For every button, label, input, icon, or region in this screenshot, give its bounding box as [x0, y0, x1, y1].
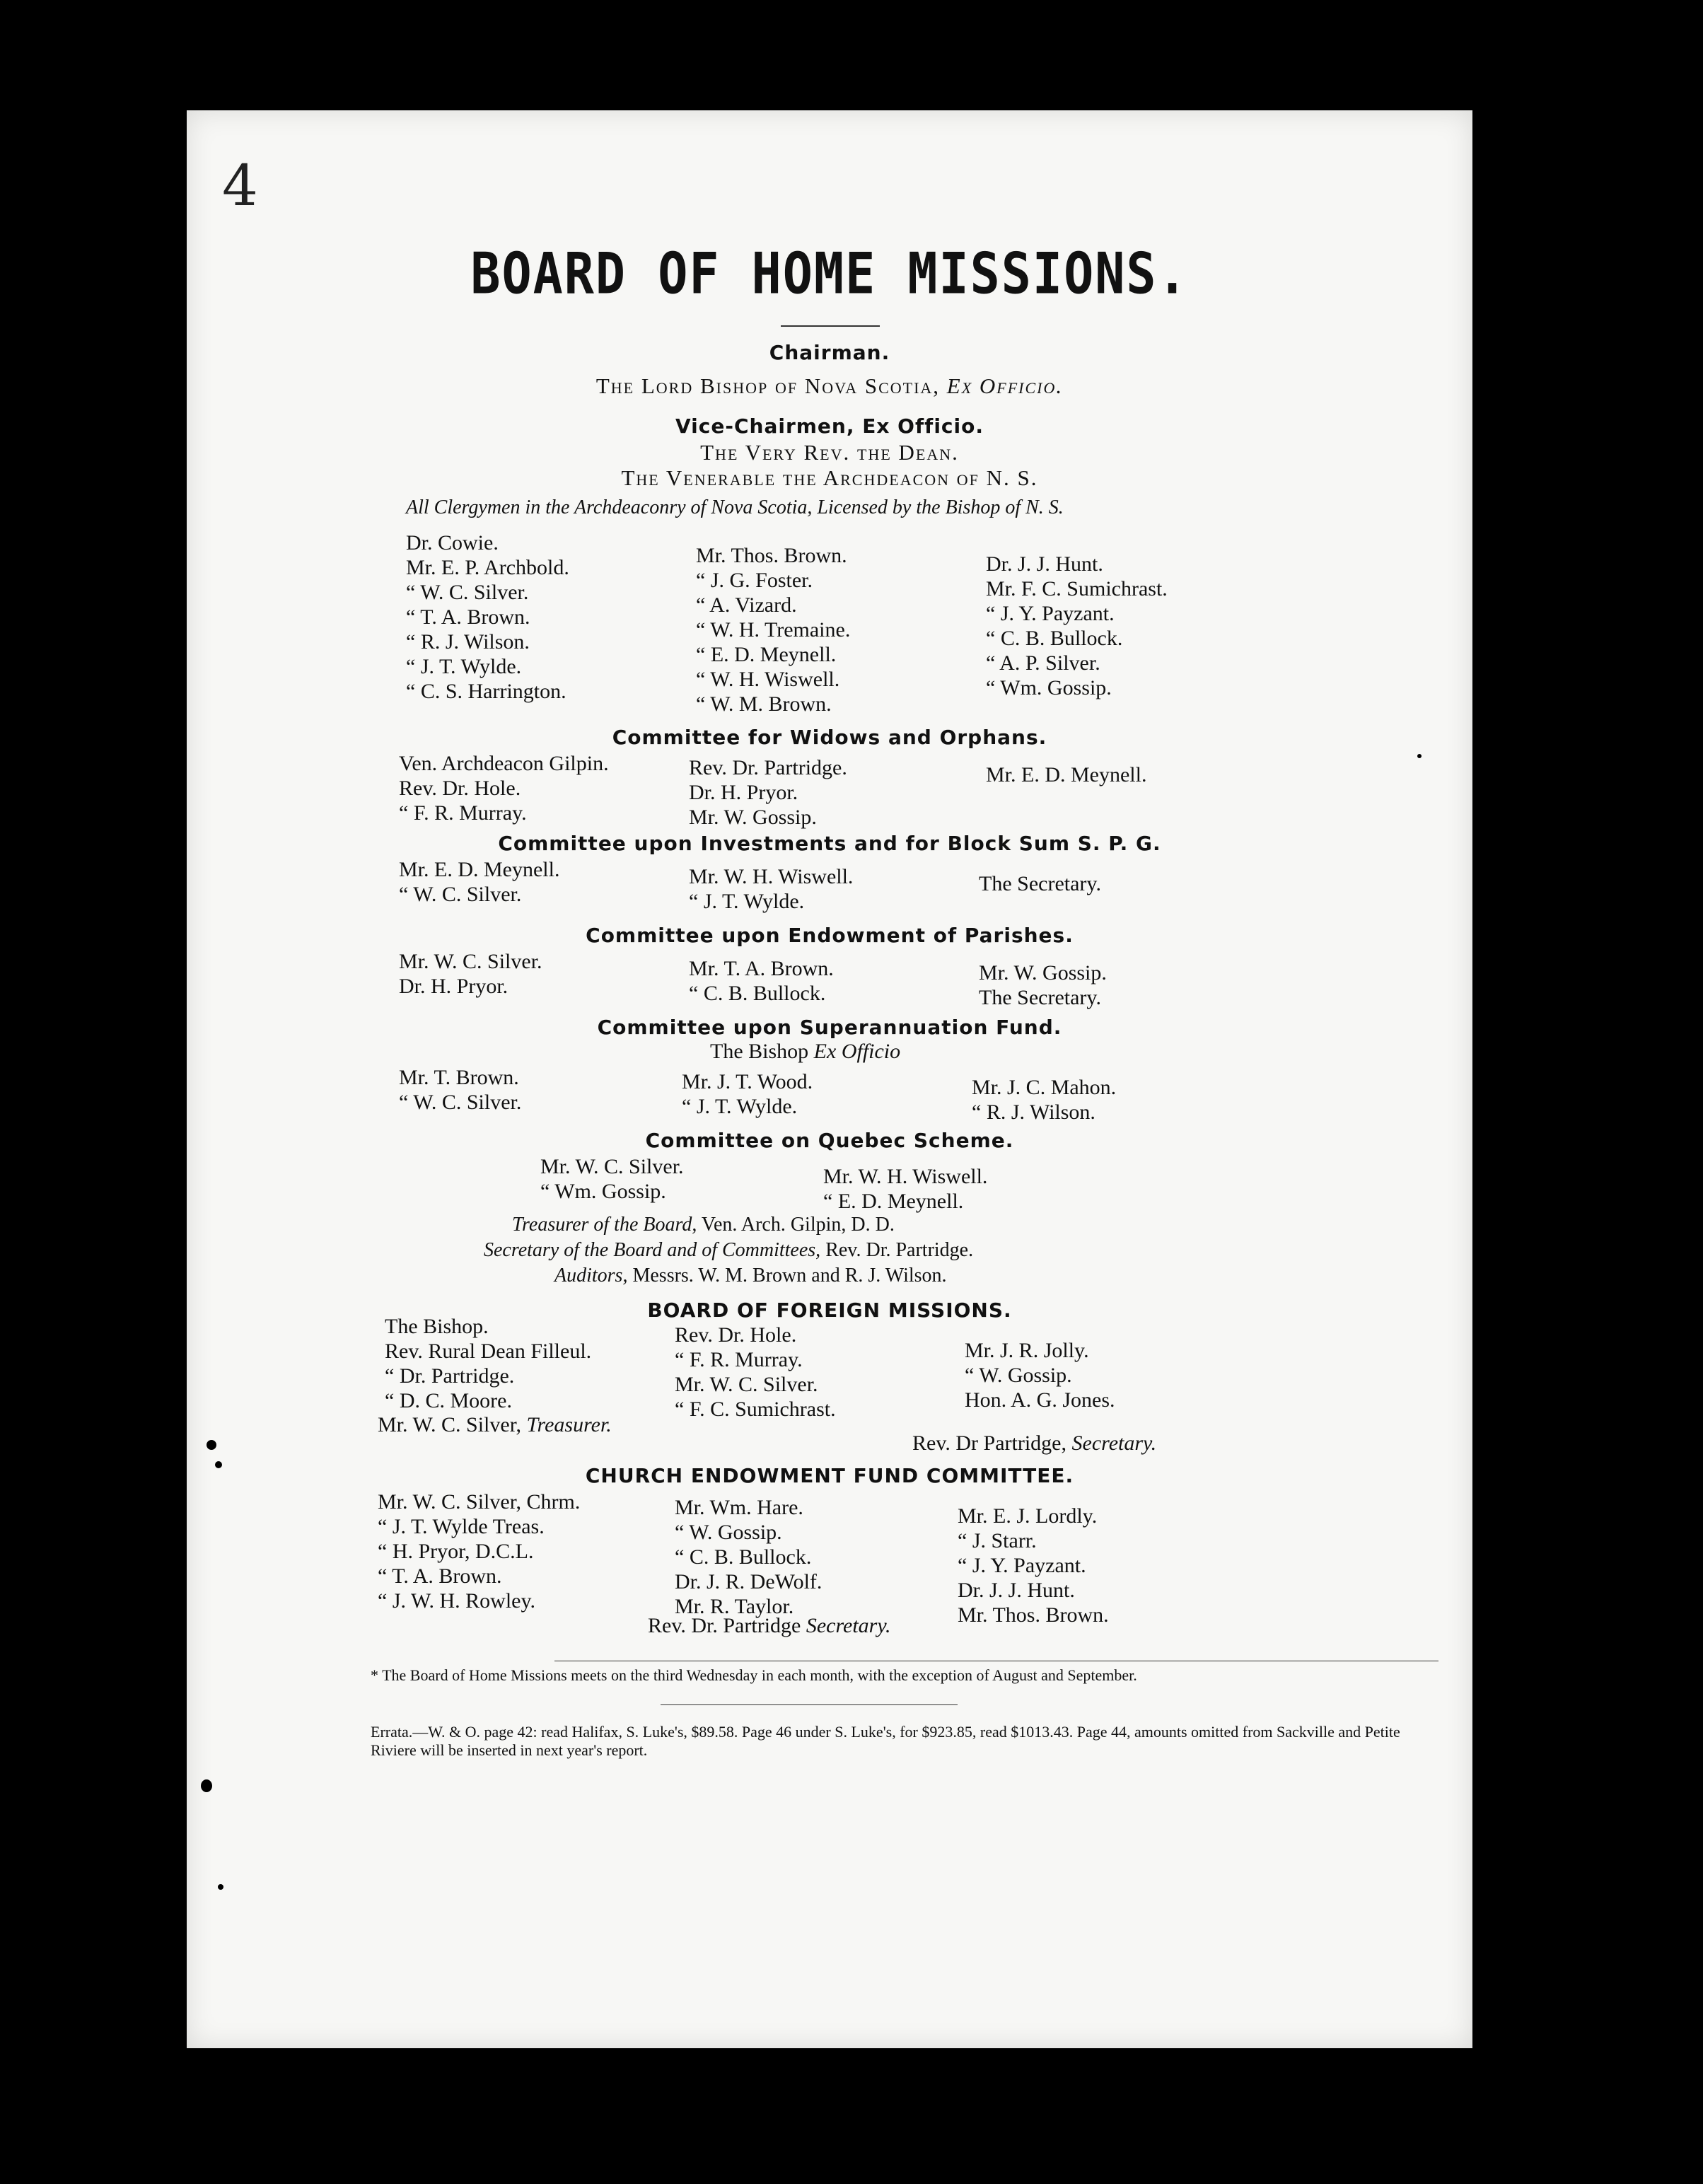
- foreign-col-3: [965, 1338, 1115, 1412]
- errata: Errata.—W. & O. page 42: read Halifax, S. Luke's, $89.58. Page 46 under S. Luke's, for $923.85, read $1013.43. Page 44, amounts omitted from Sackville and Petite Riviere will be inserted in next year's report.: [371, 1723, 1400, 1759]
- investments-heading: Committee upon Investments and for Block Sum S. P. G.: [498, 832, 1161, 855]
- list-item: “ E. D. Meynell.: [696, 643, 837, 666]
- list-item: Dr. H. Pryor.: [689, 781, 798, 804]
- superannuation-col-3: [972, 1075, 1116, 1125]
- list-item: Dr. J. J. Hunt.: [986, 552, 1103, 576]
- list-item: Mr. W. C. Silver.: [540, 1155, 684, 1178]
- list-item: “ C. S. Harrington.: [406, 680, 566, 703]
- list-item: “ Wm. Gossip.: [540, 1180, 666, 1203]
- list-item: Mr. W. C. Silver.: [675, 1373, 818, 1396]
- list-item: Rev. Rural Dean Filleul.: [385, 1340, 592, 1363]
- list-item: Ven. Archdeacon Gilpin.: [399, 752, 609, 775]
- list-item: Mr. E. J. Lordly.: [958, 1504, 1098, 1528]
- treasurer-label: Treasurer of the Board,: [512, 1214, 697, 1236]
- list-item: Mr. W. H. Wiswell.: [823, 1165, 988, 1188]
- list-item: “ J. G. Foster.: [696, 569, 813, 592]
- church-fund-col-2: [675, 1495, 822, 1619]
- list-item: “ A. Vizard.: [696, 593, 797, 617]
- list-item: “ C. B. Bullock.: [986, 627, 1123, 650]
- list-item: “ W. C. Silver.: [399, 883, 522, 906]
- list-item: Rev. Dr. Hole.: [675, 1323, 797, 1347]
- list-item: “ J. T. Wylde.: [682, 1095, 798, 1118]
- scan-speck: [1354, 2091, 1359, 2096]
- list-item: Rev. Dr. Partridge.: [689, 756, 847, 779]
- list-item: “ C. B. Bullock.: [689, 982, 826, 1005]
- foreign-treasurer-title: Treasurer.: [526, 1413, 612, 1436]
- list-item: Mr. E. D. Meynell.: [399, 858, 560, 881]
- list-item: Mr. Wm. Hare.: [675, 1496, 803, 1519]
- list-item: Rev. Dr. Hole.: [399, 777, 521, 800]
- widows-col-1: [399, 751, 609, 825]
- list-item: Dr. J. R. DeWolf.: [675, 1570, 823, 1593]
- endowment-heading: Committee upon Endowment of Parishes.: [586, 924, 1074, 947]
- list-item: “ W. M. Brown.: [696, 692, 832, 716]
- list-item: Mr. W. Gossip.: [689, 806, 817, 829]
- list-item: Mr. W. C. Silver, Chrm.: [378, 1490, 581, 1514]
- chairman-name: The Lord Bishop of Nova Scotia,: [595, 373, 941, 398]
- list-item: “ H. Pryor, D.C.L.: [378, 1540, 534, 1563]
- list-item: “ W. C. Silver.: [399, 1091, 522, 1114]
- list-item: “ W. H. Tremaine.: [696, 618, 851, 641]
- list-item: “ F. R. Murray.: [399, 801, 527, 825]
- quebec-col-2: [823, 1164, 987, 1214]
- foreign-secretary-title: Secretary.: [1071, 1431, 1157, 1455]
- church-fund-secretary-title: Secretary.: [806, 1614, 891, 1637]
- list-item: Mr. W. Gossip.: [979, 961, 1107, 984]
- list-item: “ W. C. Silver.: [406, 581, 529, 604]
- list-item: “ J. T. Wylde.: [406, 655, 522, 678]
- investments-col-3: [979, 871, 1101, 896]
- document-page: [187, 110, 1472, 2048]
- church-fund-heading: CHURCH ENDOWMENT FUND COMMITTEE.: [585, 1464, 1074, 1487]
- list-item: “ W. H. Wiswell.: [696, 668, 840, 691]
- list-item: Mr. T. Brown.: [399, 1066, 519, 1089]
- widows-col-2: [689, 755, 847, 830]
- widows-heading: Committee for Widows and Orphans.: [612, 726, 1047, 749]
- vice-line-2: The Venerable the Archdeacon of N. S.: [621, 465, 1038, 490]
- list-item: “ T. A. Brown.: [406, 605, 530, 629]
- list-item: The Bishop.: [385, 1315, 489, 1338]
- list-item: “ J. W. H. Rowley.: [378, 1589, 536, 1613]
- quebec-col-1: [540, 1154, 684, 1204]
- list-item: “ R. J. Wilson.: [972, 1100, 1095, 1124]
- chairman-ex-officio: Ex Officio.: [946, 373, 1064, 398]
- endowment-col-1: [399, 949, 542, 999]
- superannuation-heading: Committee upon Superannuation Fund.: [597, 1016, 1062, 1039]
- investments-col-1: [399, 857, 559, 907]
- list-item: Mr. J. C. Mahon.: [972, 1076, 1117, 1099]
- superannuation-bishop: The Bishop: [710, 1040, 809, 1063]
- list-item: Mr. R. Taylor.: [675, 1595, 794, 1618]
- superannuation-ex-officio: Ex Officio: [813, 1040, 901, 1063]
- foreign-secretary-name: Rev. Dr Partridge,: [912, 1431, 1066, 1455]
- list-item: Dr. H. Pryor.: [399, 975, 508, 998]
- clergy-note: All Clergymen in the Archdeaconry of Nova Scotia, Licensed by the Bishop of N. S.: [406, 496, 1064, 518]
- list-item: “ T. A. Brown.: [378, 1564, 502, 1588]
- foreign-col-1: [385, 1314, 591, 1413]
- list-item: The Secretary.: [979, 872, 1101, 895]
- list-item: Dr. Cowie.: [406, 531, 499, 554]
- superannuation-col-1: [399, 1065, 521, 1115]
- divider: [781, 325, 880, 327]
- investments-col-2: [689, 864, 853, 914]
- scan-speck: [1364, 2105, 1369, 2110]
- endowment-col-2: [689, 956, 834, 1006]
- members-col-1: [406, 530, 569, 704]
- endowment-col-3: [979, 960, 1107, 1010]
- chairman-heading: Chairman.: [769, 341, 890, 364]
- list-item: “ C. B. Bullock.: [675, 1545, 812, 1569]
- scan-speck: [215, 1461, 222, 1468]
- list-item: Mr. W. C. Silver.: [399, 950, 542, 973]
- list-item: Mr. J. R. Jolly.: [965, 1339, 1089, 1362]
- scan-speck: [1417, 754, 1422, 758]
- members-col-2: [696, 543, 850, 716]
- list-item: Dr. J. J. Hunt.: [958, 1579, 1075, 1602]
- list-item: Mr. F. C. Sumichrast.: [986, 577, 1168, 600]
- secretary-label: Secretary of the Board and of Committees,: [484, 1239, 821, 1261]
- list-item: Mr. T. A. Brown.: [689, 957, 834, 980]
- foreign-secretary: [912, 1431, 1156, 1456]
- chairman-line: [187, 373, 1472, 399]
- list-item: “ J. T. Wylde Treas.: [378, 1515, 545, 1538]
- list-item: “ Dr. Partridge.: [385, 1364, 515, 1388]
- church-fund-secretary-name: Rev. Dr. Partridge: [648, 1614, 801, 1637]
- list-item: “ J. Starr.: [958, 1529, 1037, 1552]
- list-item: Mr. E. D. Meynell.: [986, 763, 1147, 786]
- superannuation-col-2: [682, 1069, 813, 1119]
- list-item: The Secretary.: [979, 986, 1101, 1009]
- list-item: “ J. Y. Payzant.: [986, 602, 1115, 625]
- list-item: Mr. Thos. Brown.: [958, 1603, 1109, 1627]
- scan-speck: [218, 1884, 223, 1890]
- vice-line-1: The Very Rev. the Dean.: [700, 440, 959, 465]
- list-item: Mr. Thos. Brown.: [696, 544, 847, 567]
- page-mark: 4: [222, 153, 258, 219]
- errata-rule: [661, 1704, 958, 1705]
- foreign-col-2: [675, 1323, 836, 1422]
- vice-heading: Vice-Chairmen, Ex Officio.: [675, 414, 984, 438]
- foreign-treasurer: [378, 1413, 612, 1437]
- treasurer-name: Ven. Arch. Gilpin, D. D.: [701, 1214, 895, 1236]
- list-item: “ J. Y. Payzant.: [958, 1554, 1086, 1577]
- auditors-names: Messrs. W. M. Brown and R. J. Wilson.: [632, 1265, 947, 1286]
- list-item: “ D. C. Moore.: [385, 1389, 512, 1412]
- church-fund-col-3: [958, 1504, 1109, 1627]
- church-fund-secretary: [648, 1614, 891, 1638]
- members-col-3: [986, 552, 1168, 700]
- scan-speck: [207, 1440, 216, 1450]
- church-fund-col-1: [378, 1489, 580, 1613]
- foreign-heading: BOARD OF FOREIGN MISSIONS.: [647, 1299, 1012, 1322]
- page-title: BOARD OF HOME MISSIONS.: [470, 240, 1189, 308]
- list-item: Mr. W. H. Wiswell.: [689, 865, 854, 888]
- auditors-label: Auditors,: [554, 1265, 628, 1286]
- list-item: “ W. Gossip.: [675, 1521, 782, 1544]
- list-item: “ Wm. Gossip.: [986, 676, 1112, 699]
- list-item: Hon. A. G. Jones.: [965, 1388, 1115, 1412]
- treasurer-line: [512, 1214, 895, 1236]
- list-item: Mr. J. T. Wood.: [682, 1070, 813, 1093]
- list-item: “ W. Gossip.: [965, 1364, 1072, 1387]
- secretary-name: Rev. Dr. Partridge.: [825, 1239, 974, 1261]
- quebec-heading: Committee on Quebec Scheme.: [645, 1129, 1014, 1152]
- list-item: “ F. R. Murray.: [675, 1348, 803, 1371]
- footnote: * The Board of Home Missions meets on the third Wednesday in each month, with the exception of August and September.: [371, 1666, 1137, 1684]
- list-item: “ J. T. Wylde.: [689, 890, 805, 913]
- list-item: “ F. C. Sumichrast.: [675, 1398, 836, 1421]
- list-item: “ E. D. Meynell.: [823, 1190, 964, 1213]
- superannuation-sub: [710, 1040, 900, 1064]
- list-item: “ R. J. Wilson.: [406, 630, 530, 654]
- secretary-line: [484, 1239, 973, 1262]
- list-item: Mr. E. P. Archbold.: [406, 556, 569, 579]
- list-item: “ A. P. Silver.: [986, 651, 1100, 675]
- foreign-treasurer-name: Mr. W. C. Silver,: [378, 1413, 521, 1436]
- auditors-line: [554, 1265, 947, 1287]
- widows-col-3: [986, 762, 1146, 787]
- scan-speck: [201, 1779, 212, 1792]
